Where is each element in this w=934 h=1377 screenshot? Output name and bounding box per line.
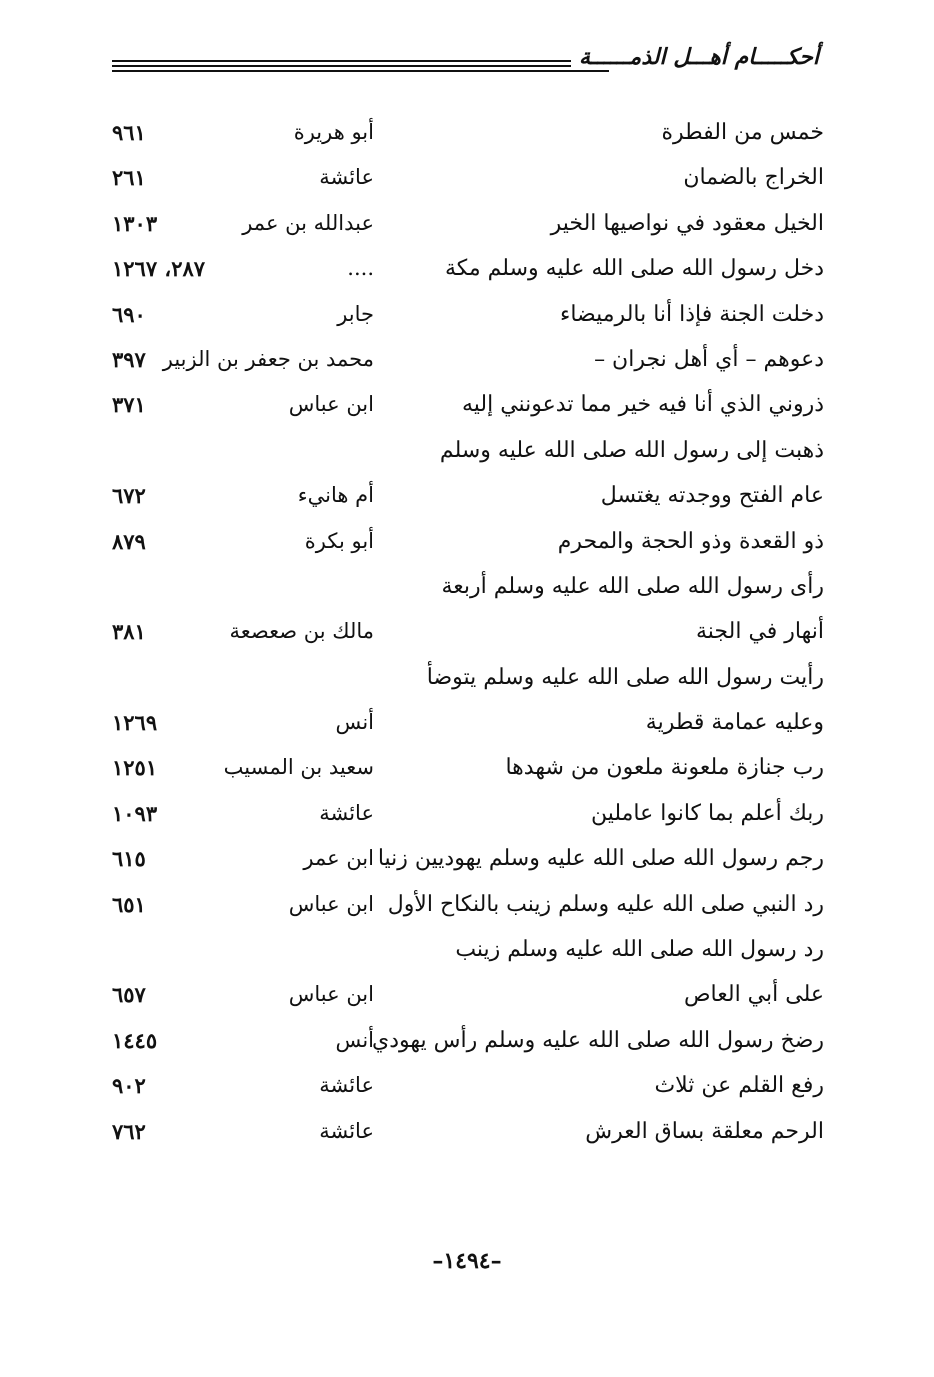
page-reference: ٩٠٢	[112, 1073, 146, 1099]
index-row	[112, 155, 824, 200]
narrator: مالك بن صعصعة	[229, 619, 374, 644]
page-reference: ٧٦٢	[112, 1118, 146, 1144]
hadith-text: عام الفتح ووجدته يغتسل	[600, 483, 824, 509]
header-rule	[112, 70, 609, 72]
narrator: أنس	[335, 710, 374, 735]
narrator: عائشة	[319, 165, 374, 190]
page-reference: ٨٧٩	[112, 528, 146, 554]
hadith-text: أنهار في الجنة	[696, 619, 824, 645]
page-reference: ٢٨٧، ١٢٦٧	[112, 256, 206, 282]
page-reference: ١٢٥١	[112, 755, 158, 781]
page-reference: ١٤٤٥	[112, 1027, 158, 1053]
index-row	[112, 564, 824, 609]
narrator: سعيد بن المسيب	[223, 755, 374, 780]
narrator: أنس	[335, 1027, 374, 1052]
narrator: ....	[347, 256, 374, 281]
index-row	[112, 609, 824, 654]
page-reference: ٦٥٧	[112, 982, 146, 1008]
index-row	[112, 745, 824, 790]
hadith-text: رضخ رسول الله صلى الله عليه وسلم رأس يهودي	[371, 1027, 824, 1053]
page-reference: ٦٥١	[112, 891, 146, 917]
hadith-text: ذهبت إلى رسول الله صلى الله عليه وسلم	[439, 437, 824, 463]
index-row	[112, 246, 824, 291]
page-reference: ٦٩٠	[112, 301, 146, 327]
narrator: ابن عباس	[288, 392, 374, 417]
page-reference: ١٠٩٣	[112, 800, 158, 826]
index-row	[112, 791, 824, 836]
hadith-text: الرحم معلقة بساق العرش	[585, 1118, 824, 1144]
hadith-text: على أبي العاص	[683, 982, 824, 1008]
index-row	[112, 473, 824, 518]
hadith-text: دعوهم – أي أهل نجران –	[594, 346, 824, 372]
hadith-text: رأى رسول الله صلى الله عليه وسلم أربعة	[441, 573, 824, 599]
index-row	[112, 382, 824, 427]
hadith-text: ذو القعدة وذو الحجة والمحرم	[557, 528, 824, 554]
hadith-text: رد النبي صلى الله عليه وسلم زينب بالنكاح الأول	[387, 891, 824, 917]
hadith-text: رب جنازة ملعونة ملعون من شهدها	[505, 755, 824, 781]
hadith-index-list	[112, 110, 824, 1154]
index-row	[112, 201, 824, 246]
page-header	[112, 44, 819, 74]
index-row	[112, 110, 824, 155]
index-row	[112, 836, 824, 881]
header-rule	[112, 65, 609, 67]
narrator: أم هانيء	[297, 483, 374, 508]
index-row	[112, 1109, 824, 1154]
narrator: ابن عباس	[288, 891, 374, 916]
hadith-text: ذروني الذي أنا فيه خير مما تدعونني إليه	[461, 392, 824, 418]
hadith-text: وعليه عمامة قطرية	[645, 710, 824, 736]
index-row	[112, 428, 824, 473]
hadith-text: رد رسول الله صلى الله عليه وسلم زينب	[455, 937, 824, 963]
narrator: محمد بن جعفر بن الزبير	[162, 346, 374, 371]
index-row	[112, 927, 824, 972]
page-reference: ٦١٥	[112, 846, 146, 872]
hadith-text: رفع القلم عن ثلاث	[654, 1073, 824, 1099]
hadith-text: ربك أعلم بما كانوا عاملين	[590, 800, 824, 826]
page-reference: ٣٩٧	[112, 346, 146, 372]
hadith-text: الخراج بالضمان	[683, 165, 824, 191]
index-row	[112, 337, 824, 382]
hadith-text: رأيت رسول الله صلى الله عليه وسلم يتوضأ	[426, 664, 824, 690]
page-number: –١٤٩٤–	[432, 1248, 502, 1274]
index-row	[112, 655, 824, 700]
hadith-text: دخل رسول الله صلى الله عليه وسلم مكة	[444, 256, 824, 282]
running-title: أحكـــــام أهـــل الذمــــــة	[571, 44, 819, 70]
index-row	[112, 292, 824, 337]
hadith-text: الخيل معقود في نواصيها الخير	[550, 210, 824, 236]
index-row	[112, 519, 824, 564]
narrator: جابر	[337, 301, 374, 326]
page-reference: ٦٧٢	[112, 483, 146, 509]
index-row	[112, 972, 824, 1017]
page-reference: ٩٦١	[112, 120, 146, 145]
narrator: عائشة	[319, 1118, 374, 1143]
narrator: أبو هريرة	[293, 120, 374, 144]
index-row	[112, 1063, 824, 1108]
narrator: عائشة	[319, 1073, 374, 1098]
page-reference: ٢٦١	[112, 165, 146, 191]
narrator: عائشة	[319, 800, 374, 825]
narrator: عبدالله بن عمر	[242, 210, 374, 235]
hadith-text: رجم رسول الله صلى الله عليه وسلم يهوديين زنيا	[377, 846, 824, 872]
header-rule	[112, 60, 609, 62]
hadith-text: خمس من الفطرة	[661, 120, 824, 145]
index-row	[112, 700, 824, 745]
narrator: ابن عباس	[288, 982, 374, 1007]
narrator: ابن عمر	[303, 846, 374, 871]
page-reference: ٣٧١	[112, 392, 146, 418]
page-reference: ١٣٠٣	[112, 210, 158, 236]
page-reference: ٣٨١	[112, 619, 146, 645]
hadith-text: دخلت الجنة فإذا أنا بالرميضاء	[560, 301, 824, 327]
narrator: أبو بكرة	[304, 528, 374, 553]
index-row	[112, 882, 824, 927]
page-reference: ١٢٦٩	[112, 710, 158, 736]
index-row	[112, 1018, 824, 1063]
